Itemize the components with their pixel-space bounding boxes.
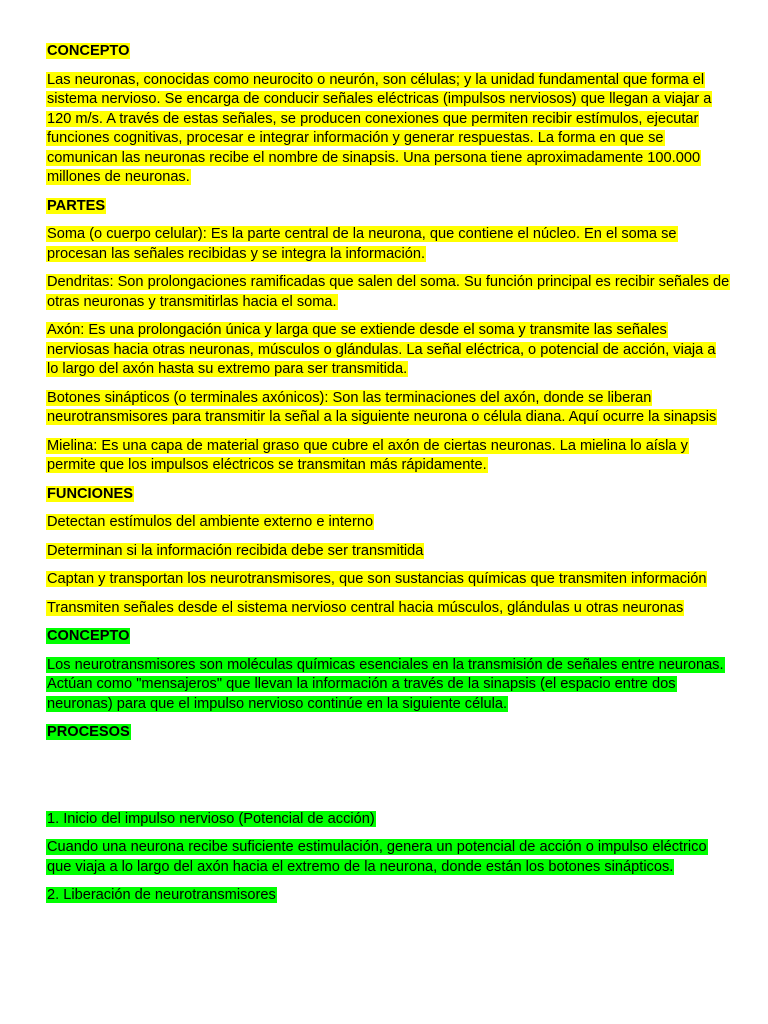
paragraph-text: Mielina: Es una capa de material graso que cubre el axón de ciertas neuronas. La mielina lo aísla y permite que los impulsos eléctricos se transmitan más rápidamente. xyxy=(47,437,688,473)
blank-space xyxy=(46,752,730,810)
paragraph-concepto-neuronas xyxy=(46,71,730,188)
paragraph-dendritas xyxy=(46,273,730,312)
document-body xyxy=(46,42,730,915)
paragraph-text: 2. Liberación de neurotransmisores xyxy=(47,887,276,903)
paragraph-text: Los neurotransmisores son moléculas químicas esenciales en la transmisión de señales entre neuronas. Actúan como "mensajeros" que llevan la información a través de la sinapsis (el espacio entre dos neuronas) para que el impulso nervioso continúe en la siguiente célula. xyxy=(47,656,724,712)
paragraph-text: Dendritas: Son prolongaciones ramificadas que salen del soma. Su función principal es recibir señales de otras neuronas y transmitirlas hacia el soma. xyxy=(47,274,730,310)
paragraph-funcion-4 xyxy=(46,599,730,619)
section-heading-concepto-neurotransmisores xyxy=(46,627,730,647)
paragraph-text: Determinan si la información recibida debe ser transmitida xyxy=(47,542,424,559)
paragraph-funcion-1 xyxy=(46,513,730,533)
paragraph-text: Detectan estímulos del ambiente externo e interno xyxy=(47,514,374,530)
paragraph-text: Captan y transportan los neurotransmisores, que son sustancias químicas que transmiten información xyxy=(47,571,707,587)
paragraph-text: Soma (o cuerpo celular): Es la parte central de la neurona, que contiene el núcleo. En el soma se procesan las señales recibidas y se integra la información. xyxy=(47,226,677,262)
paragraph-funcion-2 xyxy=(46,542,730,562)
paragraph-proceso-1-texto xyxy=(46,838,730,877)
section-heading-funciones xyxy=(46,485,730,505)
heading-text: PROCESOS xyxy=(47,724,130,740)
paragraph-text: Botones sinápticos (o terminales axónicos): Son las terminaciones del axón, donde se liberan neurotransmisores para transmitir la señal a la siguiente neurona o célula diana. Aquí ocurre la sinapsis xyxy=(47,389,717,425)
paragraph-soma xyxy=(46,225,730,264)
section-heading-concepto xyxy=(46,42,730,62)
heading-text: CONCEPTO xyxy=(47,43,130,59)
paragraph-text: Transmiten señales desde el sistema nervioso central hacia músculos, glándulas u otras neuronas xyxy=(47,599,684,616)
heading-text: CONCEPTO xyxy=(47,628,130,644)
paragraph-proceso-1-titulo xyxy=(46,810,730,830)
paragraph-text: 1. Inicio del impulso nervioso (Potencial de acción) xyxy=(47,810,375,827)
paragraph-botones-sinapticos xyxy=(46,389,730,428)
paragraph-text: Las neuronas, conocidas como neurocito o neurón, son células; y la unidad fundamental que forma el sistema nervioso. Se encarga de conducir señales eléctricas (impulsos nerviosos) que llegan a viajar a 120 m/s. A través de estas señales, se producen conexiones que permiten recibir estímulos, ejecutar funciones cognitivas, procesar e integrar información y generar respuestas. La forma en que se comunican las neuronas recibe el nombre de sinapsis. Una persona tiene aproximadamente 100.000 millones de neuronas. xyxy=(47,71,712,185)
paragraph-mielina xyxy=(46,437,730,476)
paragraph-text: Cuando una neurona recibe suficiente estimulación, genera un potencial de acción o impulso eléctrico que viaja a lo largo del axón hacia el extremo de la neurona, donde están los botones sinápticos. xyxy=(47,839,707,875)
paragraph-concepto-neurotransmisores xyxy=(46,656,730,715)
section-heading-partes xyxy=(46,197,730,217)
section-heading-procesos xyxy=(46,723,730,743)
paragraph-text: Axón: Es una prolongación única y larga que se extiende desde el soma y transmite las señales nerviosas hacia otras neuronas, músculos o glándulas. La señal eléctrica, o potencial de acción, viaja a lo largo del axón hasta su extremo para ser transmitida. xyxy=(47,322,716,377)
heading-text: FUNCIONES xyxy=(47,485,133,502)
paragraph-funcion-3 xyxy=(46,570,730,590)
paragraph-axon xyxy=(46,321,730,380)
paragraph-proceso-2-titulo xyxy=(46,886,730,906)
heading-text: PARTES xyxy=(47,197,106,214)
